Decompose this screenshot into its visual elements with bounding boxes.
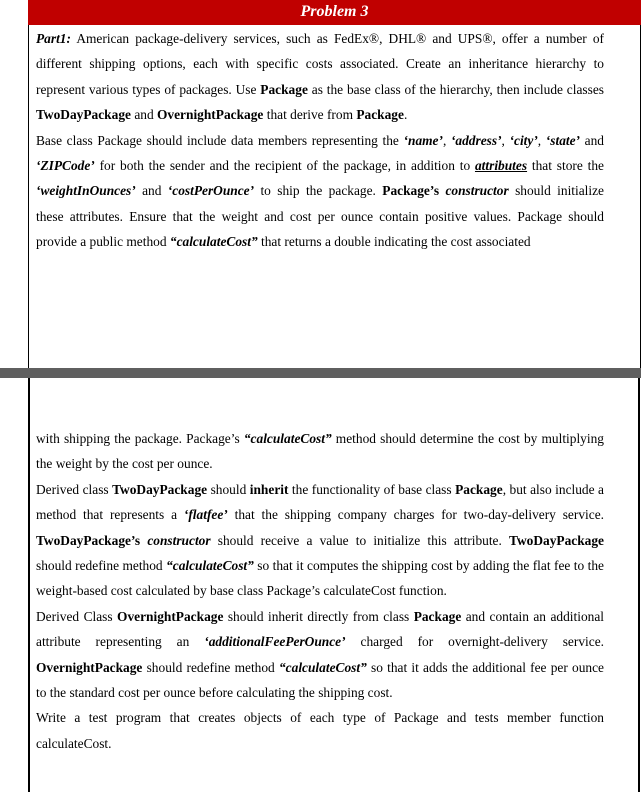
paragraph-test-program: Write a test program that creates objects of each type of Package and tests member function calculateCost. [36, 710, 604, 751]
paragraph-intro: Part1: American package-delivery services, such as FedEx®, DHL® and UPS®, offer a number of different shipping options, each with specific costs associated. Create an inheritance hierarchy to represent various types of packages. Use Package as the base class of the hierarchy, then include classes TwoDayPackage and OvernightPackage that derive from Package. [36, 31, 604, 123]
box-left-border [28, 378, 30, 792]
problem-text-bottom [36, 426, 604, 756]
problem-title: Problem 3 [28, 0, 641, 25]
box-right-border [638, 378, 640, 792]
paragraph-twoday: Derived class TwoDayPackage should inherit the functionality of base class Package, but also include a method that represents a ‘flatfee’ that the shipping company charges for two-day-delivery service. TwoDayPackage’s constructor should receive a value to initialize this attribute. TwoDayPackage should redefine method “calculateCost” so that it computes the shipping cost by adding the flat fee to the weight-based cost calculated by base class Package’s calculateCost function. [36, 481, 604, 599]
paragraph-overnight: Derived Class OvernightPackage should inherit directly from class Package and contain an additional attribute representing an ‘additionalFeePerOunce’ charged for overnight-delivery service. OvernightPackage should redefine method “calculateCost” so that it adds the additional fee per ounce to the standard cost per ounce before calculating the shipping cost. [36, 608, 604, 701]
problem-text-top [36, 26, 604, 255]
paragraph-calc-cost: with shipping the package. Package’s “calculateCost” method should determine the cost by multiplying the weight by the cost per ounce. [36, 431, 604, 472]
paragraph-base-class: Base class Package should include data members representing the ‘name’, ‘address’, ‘city’, ‘state’ and ‘ZIPCode’ for both the sender and the recipient of the package, in addition to attributes that store the ‘weightInOunces’ and ‘costPerOunce’ to ship the package. Package’s constructor should initialize these attributes. Ensure that the weight and cost per ounce contain positive values. Package should provide a public method “calculateCost” that returns a double indicating the cost associated [36, 132, 604, 250]
part1-label: Part1: [36, 31, 71, 46]
